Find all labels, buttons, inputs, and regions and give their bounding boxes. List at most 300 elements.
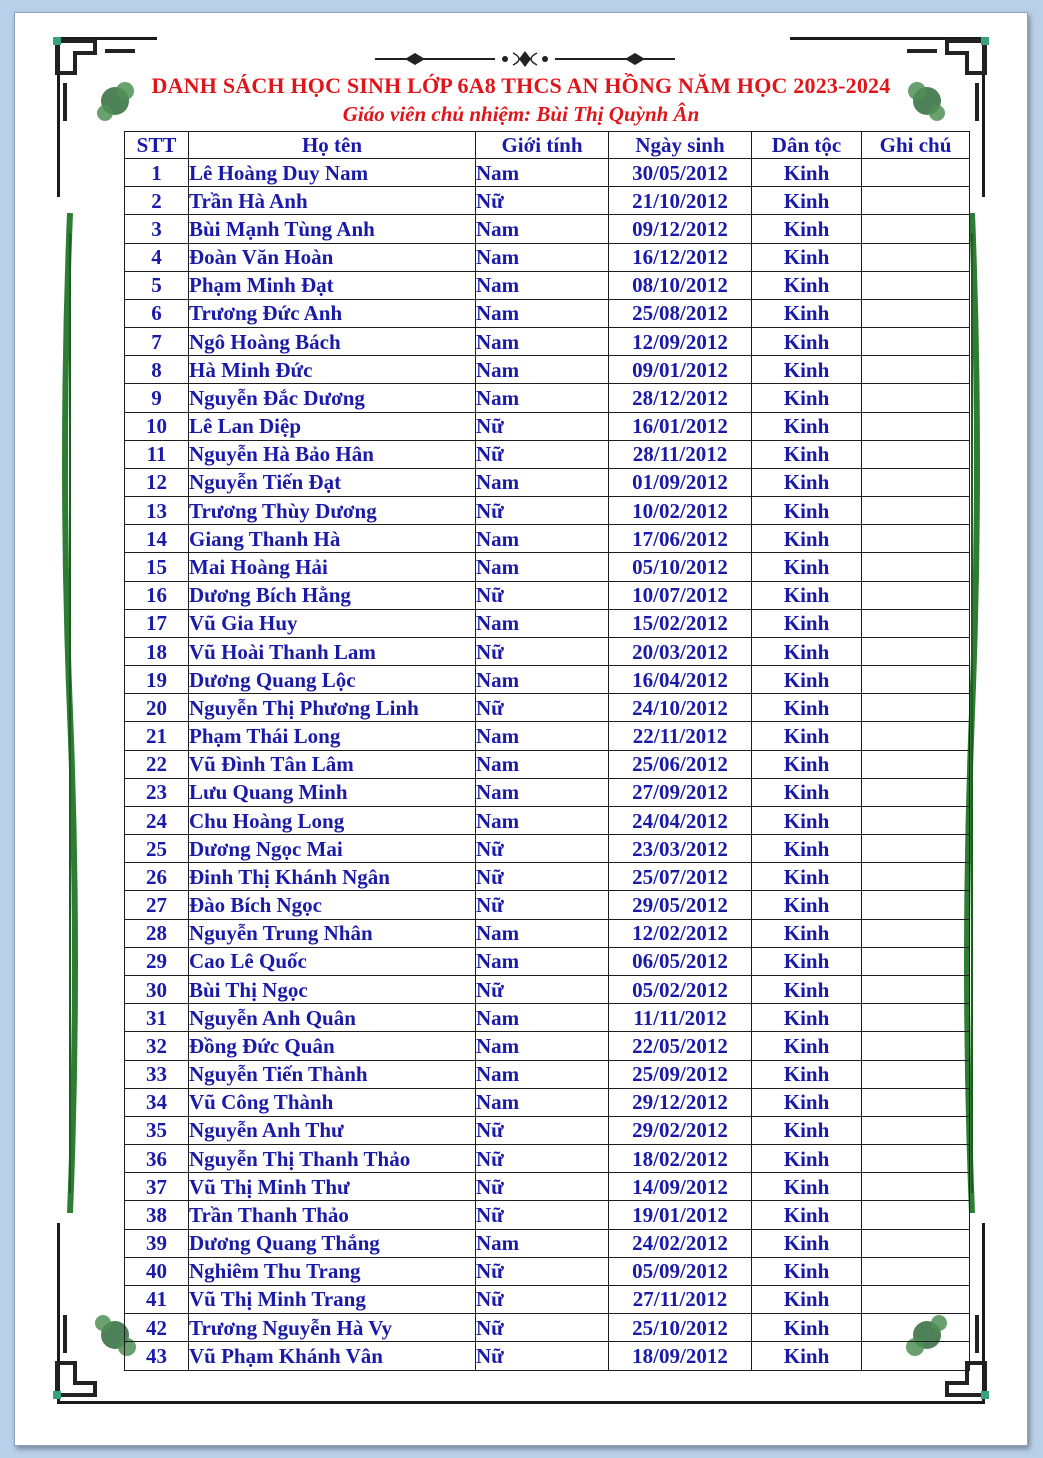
cell-note (862, 694, 970, 722)
cell-sex: Nam (476, 1004, 609, 1032)
cell-stt: 8 (125, 356, 189, 384)
table-row (125, 525, 970, 553)
cell-ethnic: Kinh (752, 553, 862, 581)
cell-note (862, 1145, 970, 1173)
cell-name: Nguyễn Đắc Dương (189, 384, 476, 412)
cell-note (862, 609, 970, 637)
table-row (125, 497, 970, 525)
cell-name: Đồng Đức Quân (189, 1032, 476, 1060)
cell-dob: 24/10/2012 (609, 694, 752, 722)
cell-stt: 7 (125, 328, 189, 356)
cell-ethnic: Kinh (752, 1173, 862, 1201)
cell-ethnic: Kinh (752, 1257, 862, 1285)
cell-name: Nguyễn Anh Thư (189, 1116, 476, 1144)
table-row (125, 299, 970, 327)
cell-note (862, 863, 970, 891)
cell-note (862, 975, 970, 1003)
cell-sex: Nữ (476, 1173, 609, 1201)
cell-name: Lưu Quang Minh (189, 778, 476, 806)
cell-stt: 16 (125, 581, 189, 609)
table-header-row (125, 132, 970, 159)
cell-note (862, 637, 970, 665)
table-row (125, 271, 970, 299)
cell-ethnic: Kinh (752, 975, 862, 1003)
cell-dob: 24/02/2012 (609, 1229, 752, 1257)
cell-sex: Nữ (476, 694, 609, 722)
table-row (125, 1060, 970, 1088)
cell-ethnic: Kinh (752, 694, 862, 722)
cell-stt: 27 (125, 891, 189, 919)
document-page (14, 12, 1028, 1446)
cell-name: Nguyễn Hà Bảo Hân (189, 440, 476, 468)
cell-note (862, 1314, 970, 1342)
table-row (125, 468, 970, 496)
cell-dob: 30/05/2012 (609, 159, 752, 187)
cell-name: Ngô Hoàng Bách (189, 328, 476, 356)
cell-dob: 21/10/2012 (609, 187, 752, 215)
cell-ethnic: Kinh (752, 666, 862, 694)
cell-note (862, 666, 970, 694)
cell-name: Vũ Thị Minh Thư (189, 1173, 476, 1201)
cell-dob: 27/11/2012 (609, 1285, 752, 1313)
cell-dob: 16/04/2012 (609, 666, 752, 694)
cell-stt: 13 (125, 497, 189, 525)
cell-name: Chu Hoàng Long (189, 806, 476, 834)
cell-name: Vũ Phạm Khánh Vân (189, 1342, 476, 1371)
cell-dob: 05/02/2012 (609, 975, 752, 1003)
cell-dob: 11/11/2012 (609, 1004, 752, 1032)
cell-stt: 5 (125, 271, 189, 299)
cell-ethnic: Kinh (752, 778, 862, 806)
cell-dob: 28/12/2012 (609, 384, 752, 412)
table-row (125, 1004, 970, 1032)
cell-stt: 17 (125, 609, 189, 637)
cell-ethnic: Kinh (752, 1314, 862, 1342)
cell-ethnic: Kinh (752, 722, 862, 750)
cell-note (862, 299, 970, 327)
cell-stt: 25 (125, 835, 189, 863)
table-row (125, 1257, 970, 1285)
table-row (125, 440, 970, 468)
table-row (125, 1116, 970, 1144)
cell-name: Vũ Gia Huy (189, 609, 476, 637)
cell-stt: 19 (125, 666, 189, 694)
cell-sex: Nữ (476, 1145, 609, 1173)
cell-name: Vũ Đình Tân Lâm (189, 750, 476, 778)
cell-stt: 39 (125, 1229, 189, 1257)
cell-sex: Nam (476, 1032, 609, 1060)
cell-stt: 18 (125, 637, 189, 665)
table-row (125, 1145, 970, 1173)
table-row (125, 243, 970, 271)
cell-name: Dương Bích Hằng (189, 581, 476, 609)
cell-sex: Nam (476, 722, 609, 750)
column-header-name: Họ tên (189, 132, 476, 159)
cell-name: Bùi Thị Ngọc (189, 975, 476, 1003)
cell-note (862, 919, 970, 947)
cell-stt: 21 (125, 722, 189, 750)
cell-name: Giang Thanh Hà (189, 525, 476, 553)
cell-sex: Nam (476, 243, 609, 271)
cell-ethnic: Kinh (752, 187, 862, 215)
cell-note (862, 1032, 970, 1060)
table-row (125, 919, 970, 947)
cell-sex: Nữ (476, 637, 609, 665)
cell-dob: 06/05/2012 (609, 947, 752, 975)
cell-stt: 43 (125, 1342, 189, 1371)
table-row (125, 553, 970, 581)
table-row (125, 778, 970, 806)
cell-sex: Nữ (476, 497, 609, 525)
cell-name: Hà Minh Đức (189, 356, 476, 384)
cell-name: Đoàn Văn Hoàn (189, 243, 476, 271)
table-row (125, 384, 970, 412)
cell-dob: 09/01/2012 (609, 356, 752, 384)
cell-dob: 25/09/2012 (609, 1060, 752, 1088)
cell-name: Dương Ngọc Mai (189, 835, 476, 863)
cell-note (862, 1229, 970, 1257)
cell-sex: Nữ (476, 891, 609, 919)
cell-note (862, 806, 970, 834)
cell-stt: 37 (125, 1173, 189, 1201)
cell-note (862, 1173, 970, 1201)
cell-stt: 31 (125, 1004, 189, 1032)
cell-dob: 29/12/2012 (609, 1088, 752, 1116)
cell-stt: 24 (125, 806, 189, 834)
cell-stt: 41 (125, 1285, 189, 1313)
cell-ethnic: Kinh (752, 863, 862, 891)
frame-bottom-line (57, 1401, 985, 1404)
cell-dob: 25/07/2012 (609, 863, 752, 891)
cell-ethnic: Kinh (752, 243, 862, 271)
cell-ethnic: Kinh (752, 1032, 862, 1060)
cell-sex: Nữ (476, 1285, 609, 1313)
cell-sex: Nữ (476, 863, 609, 891)
cell-note (862, 750, 970, 778)
cell-sex: Nữ (476, 1342, 609, 1371)
cell-note (862, 947, 970, 975)
left-vine-ornament-icon (55, 213, 85, 1213)
cell-name: Nguyễn Anh Quân (189, 1004, 476, 1032)
cell-dob: 05/10/2012 (609, 553, 752, 581)
column-header-ethnic: Dân tộc (752, 132, 862, 159)
table-row (125, 1201, 970, 1229)
column-header-dob: Ngày sinh (609, 132, 752, 159)
cell-dob: 12/02/2012 (609, 919, 752, 947)
table-row (125, 947, 970, 975)
cell-note (862, 1116, 970, 1144)
cell-sex: Nam (476, 299, 609, 327)
column-header-sex: Giới tính (476, 132, 609, 159)
cell-sex: Nam (476, 1088, 609, 1116)
cell-note (862, 271, 970, 299)
cell-ethnic: Kinh (752, 328, 862, 356)
cell-name: Phạm Minh Đạt (189, 271, 476, 299)
table-row (125, 1342, 970, 1371)
cell-ethnic: Kinh (752, 637, 862, 665)
cell-stt: 30 (125, 975, 189, 1003)
cell-stt: 38 (125, 1201, 189, 1229)
cell-note (862, 1060, 970, 1088)
cell-stt: 42 (125, 1314, 189, 1342)
cell-name: Trương Đức Anh (189, 299, 476, 327)
table-row (125, 412, 970, 440)
cell-ethnic: Kinh (752, 525, 862, 553)
cell-sex: Nam (476, 356, 609, 384)
cell-dob: 25/06/2012 (609, 750, 752, 778)
cell-ethnic: Kinh (752, 356, 862, 384)
cell-dob: 16/01/2012 (609, 412, 752, 440)
cell-name: Dương Quang Lộc (189, 666, 476, 694)
cell-sex: Nam (476, 806, 609, 834)
cell-stt: 4 (125, 243, 189, 271)
cell-dob: 24/04/2012 (609, 806, 752, 834)
table-row (125, 694, 970, 722)
cell-note (862, 159, 970, 187)
table-row (125, 666, 970, 694)
student-roster-table (124, 131, 970, 1371)
cell-sex: Nam (476, 215, 609, 243)
cell-ethnic: Kinh (752, 215, 862, 243)
cell-note (862, 497, 970, 525)
cell-name: Lê Hoàng Duy Nam (189, 159, 476, 187)
cell-dob: 10/07/2012 (609, 581, 752, 609)
cell-note (862, 384, 970, 412)
cell-stt: 3 (125, 215, 189, 243)
table-row (125, 1032, 970, 1060)
cell-sex: Nam (476, 328, 609, 356)
cell-sex: Nam (476, 778, 609, 806)
cell-dob: 15/02/2012 (609, 609, 752, 637)
cell-ethnic: Kinh (752, 1201, 862, 1229)
cell-stt: 1 (125, 159, 189, 187)
cell-name: Nguyễn Tiến Đạt (189, 468, 476, 496)
cell-note (862, 243, 970, 271)
cell-note (862, 722, 970, 750)
cell-note (862, 835, 970, 863)
cell-dob: 22/05/2012 (609, 1032, 752, 1060)
cell-ethnic: Kinh (752, 299, 862, 327)
cell-ethnic: Kinh (752, 384, 862, 412)
table-row (125, 863, 970, 891)
cell-name: Trần Thanh Thảo (189, 1201, 476, 1229)
cell-note (862, 1342, 970, 1371)
table-row (125, 891, 970, 919)
cell-sex: Nữ (476, 581, 609, 609)
cell-dob: 22/11/2012 (609, 722, 752, 750)
table-body (125, 159, 970, 1371)
cell-dob: 01/09/2012 (609, 468, 752, 496)
cell-note (862, 1201, 970, 1229)
cell-sex: Nam (476, 750, 609, 778)
cell-stt: 40 (125, 1257, 189, 1285)
cell-name: Trần Hà Anh (189, 187, 476, 215)
cell-note (862, 215, 970, 243)
homeroom-teacher: Giáo viên chủ nhiệm: Bùi Thị Quỳnh Ân (342, 102, 700, 126)
cell-ethnic: Kinh (752, 1116, 862, 1144)
cell-name: Đào Bích Ngọc (189, 891, 476, 919)
cell-name: Nguyễn Tiến Thành (189, 1060, 476, 1088)
cell-dob: 12/09/2012 (609, 328, 752, 356)
cell-stt: 10 (125, 412, 189, 440)
cell-sex: Nữ (476, 1257, 609, 1285)
cell-dob: 28/11/2012 (609, 440, 752, 468)
cell-note (862, 581, 970, 609)
cell-stt: 9 (125, 384, 189, 412)
cell-stt: 28 (125, 919, 189, 947)
cell-name: Bùi Mạnh Tùng Anh (189, 215, 476, 243)
cell-ethnic: Kinh (752, 468, 862, 496)
cell-name: Phạm Thái Long (189, 722, 476, 750)
cell-ethnic: Kinh (752, 891, 862, 919)
cell-ethnic: Kinh (752, 750, 862, 778)
table-row (125, 215, 970, 243)
table-row (125, 1314, 970, 1342)
cell-sex: Nam (476, 609, 609, 637)
cell-sex: Nữ (476, 835, 609, 863)
cell-stt: 32 (125, 1032, 189, 1060)
cell-name: Mai Hoàng Hải (189, 553, 476, 581)
table-row (125, 637, 970, 665)
cell-note (862, 1088, 970, 1116)
cell-dob: 18/02/2012 (609, 1145, 752, 1173)
cell-dob: 20/03/2012 (609, 637, 752, 665)
cell-name: Lê Lan Diệp (189, 412, 476, 440)
cell-note (862, 891, 970, 919)
cell-stt: 34 (125, 1088, 189, 1116)
cell-ethnic: Kinh (752, 581, 862, 609)
table-row (125, 356, 970, 384)
cell-ethnic: Kinh (752, 609, 862, 637)
top-ornament-icon (375, 49, 675, 69)
cell-dob: 17/06/2012 (609, 525, 752, 553)
cell-sex: Nam (476, 1229, 609, 1257)
cell-note (862, 440, 970, 468)
cell-stt: 11 (125, 440, 189, 468)
cell-ethnic: Kinh (752, 1088, 862, 1116)
cell-ethnic: Kinh (752, 1342, 862, 1371)
cell-stt: 29 (125, 947, 189, 975)
table-row (125, 1088, 970, 1116)
cell-ethnic: Kinh (752, 159, 862, 187)
cell-sex: Nam (476, 947, 609, 975)
cell-sex: Nam (476, 525, 609, 553)
cell-sex: Nữ (476, 1116, 609, 1144)
cell-stt: 23 (125, 778, 189, 806)
document-title: DANH SÁCH HỌC SINH LỚP 6A8 THCS AN HỒNG NĂM HỌC 2023-2024 (151, 73, 891, 98)
cell-stt: 20 (125, 694, 189, 722)
cell-name: Dương Quang Thắng (189, 1229, 476, 1257)
cell-name: Trương Nguyễn Hà Vy (189, 1314, 476, 1342)
table-row (125, 835, 970, 863)
cell-stt: 14 (125, 525, 189, 553)
cell-stt: 2 (125, 187, 189, 215)
cell-ethnic: Kinh (752, 440, 862, 468)
cell-dob: 18/09/2012 (609, 1342, 752, 1371)
table-row (125, 750, 970, 778)
cell-name: Trương Thùy Dương (189, 497, 476, 525)
cell-sex: Nữ (476, 975, 609, 1003)
cell-ethnic: Kinh (752, 919, 862, 947)
cell-ethnic: Kinh (752, 1145, 862, 1173)
table-row (125, 975, 970, 1003)
cell-dob: 29/05/2012 (609, 891, 752, 919)
cell-ethnic: Kinh (752, 412, 862, 440)
cell-name: Nguyễn Thị Phương Linh (189, 694, 476, 722)
cell-name: Vũ Hoài Thanh Lam (189, 637, 476, 665)
cell-dob: 05/09/2012 (609, 1257, 752, 1285)
cell-sex: Nam (476, 1060, 609, 1088)
cell-note (862, 1257, 970, 1285)
cell-name: Cao Lê Quốc (189, 947, 476, 975)
table-row (125, 581, 970, 609)
cell-ethnic: Kinh (752, 947, 862, 975)
cell-note (862, 525, 970, 553)
cell-sex: Nam (476, 384, 609, 412)
cell-name: Nguyễn Thị Thanh Thảo (189, 1145, 476, 1173)
table-row (125, 1285, 970, 1313)
column-header-note: Ghi chú (862, 132, 970, 159)
cell-dob: 23/03/2012 (609, 835, 752, 863)
cell-dob: 19/01/2012 (609, 1201, 752, 1229)
cell-sex: Nữ (476, 440, 609, 468)
cell-stt: 6 (125, 299, 189, 327)
cell-sex: Nam (476, 666, 609, 694)
cell-note (862, 328, 970, 356)
table-row (125, 187, 970, 215)
cell-sex: Nữ (476, 1201, 609, 1229)
cell-dob: 14/09/2012 (609, 1173, 752, 1201)
cell-dob: 25/08/2012 (609, 299, 752, 327)
cell-ethnic: Kinh (752, 1060, 862, 1088)
cell-note (862, 1285, 970, 1313)
table-row (125, 609, 970, 637)
cell-dob: 16/12/2012 (609, 243, 752, 271)
cell-dob: 08/10/2012 (609, 271, 752, 299)
cell-ethnic: Kinh (752, 1285, 862, 1313)
cell-stt: 15 (125, 553, 189, 581)
cell-stt: 33 (125, 1060, 189, 1088)
cell-stt: 26 (125, 863, 189, 891)
cell-note (862, 1004, 970, 1032)
cell-dob: 29/02/2012 (609, 1116, 752, 1144)
cell-name: Vũ Công Thành (189, 1088, 476, 1116)
cell-ethnic: Kinh (752, 806, 862, 834)
cell-dob: 09/12/2012 (609, 215, 752, 243)
cell-ethnic: Kinh (752, 835, 862, 863)
cell-stt: 36 (125, 1145, 189, 1173)
cell-dob: 27/09/2012 (609, 778, 752, 806)
cell-sex: Nữ (476, 1314, 609, 1342)
cell-name: Vũ Thị Minh Trang (189, 1285, 476, 1313)
cell-sex: Nam (476, 159, 609, 187)
cell-note (862, 412, 970, 440)
cell-ethnic: Kinh (752, 1229, 862, 1257)
cell-name: Đinh Thị Khánh Ngân (189, 863, 476, 891)
cell-sex: Nữ (476, 412, 609, 440)
cell-ethnic: Kinh (752, 497, 862, 525)
cell-name: Nguyễn Trung Nhân (189, 919, 476, 947)
cell-sex: Nam (476, 271, 609, 299)
table-row (125, 1173, 970, 1201)
table-row (125, 159, 970, 187)
cell-ethnic: Kinh (752, 271, 862, 299)
cell-sex: Nam (476, 919, 609, 947)
table-row (125, 1229, 970, 1257)
cell-stt: 35 (125, 1116, 189, 1144)
column-header-stt: STT (125, 132, 189, 159)
table-row (125, 722, 970, 750)
